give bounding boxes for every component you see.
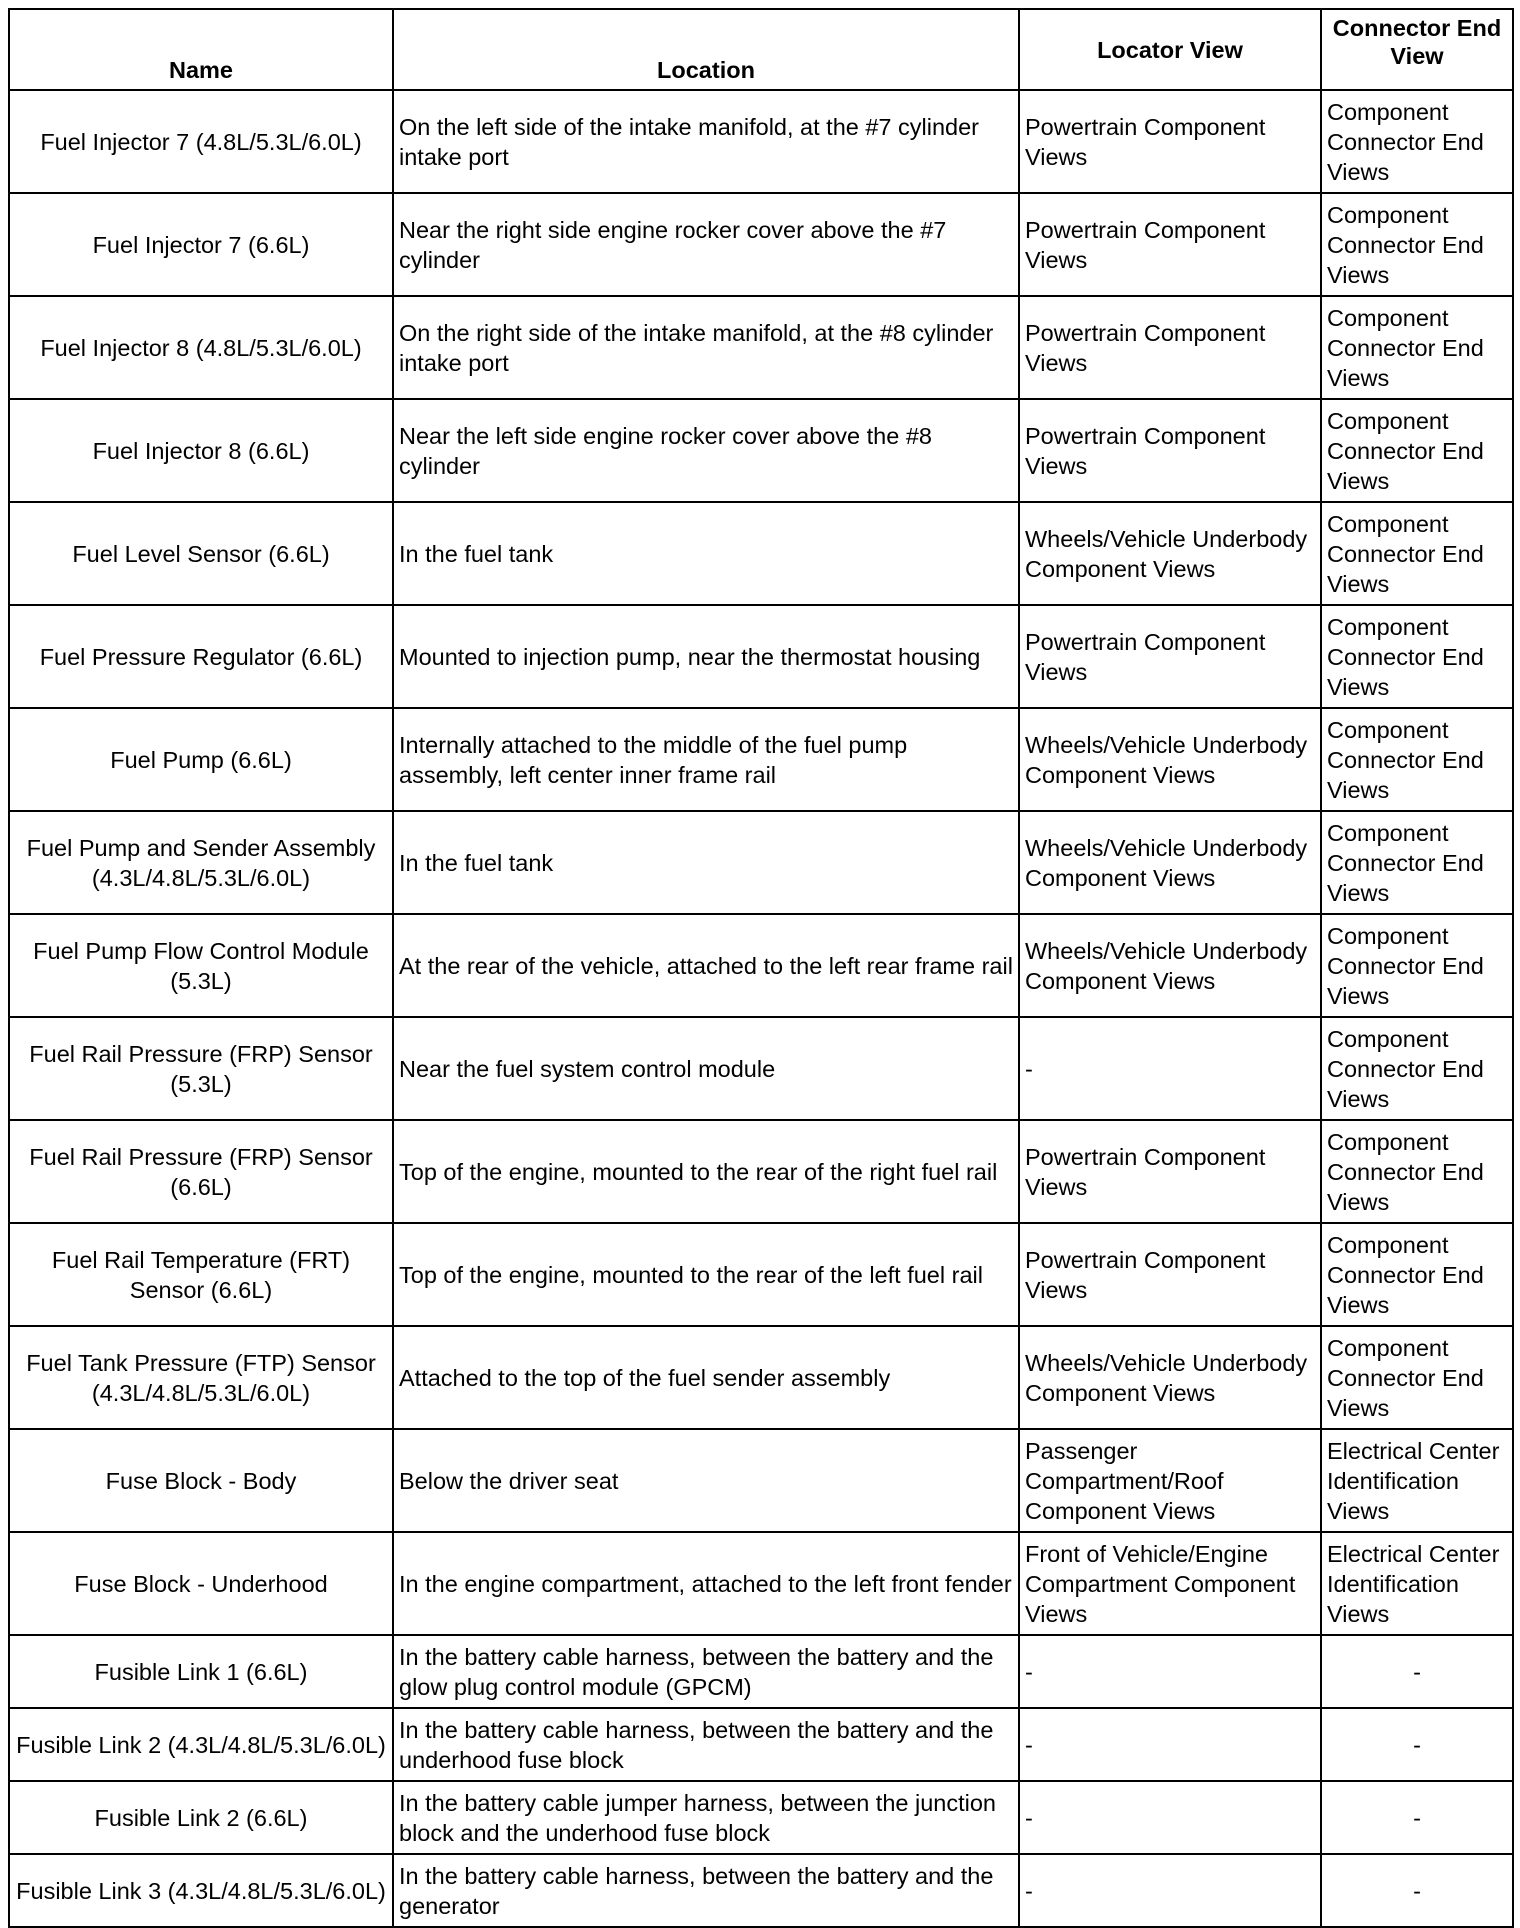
- cell-name: Fuel Pressure Regulator (6.6L): [9, 605, 393, 708]
- table-row: [9, 1854, 1513, 1927]
- cell-name: Fusible Link 1 (6.6L): [9, 1635, 393, 1708]
- cell-locator-view: Wheels/Vehicle Underbody Component Views: [1019, 502, 1321, 605]
- cell-name: Fuse Block - Body: [9, 1429, 393, 1532]
- cell-locator-view: -: [1019, 1635, 1321, 1708]
- cell-location: In the fuel tank: [393, 502, 1019, 605]
- cell-locator-view: Powertrain Component Views: [1019, 1120, 1321, 1223]
- cell-locator-view: Powertrain Component Views: [1019, 605, 1321, 708]
- cell-location: Internally attached to the middle of the fuel pump assembly, left center inner frame rail: [393, 708, 1019, 811]
- cell-name: Fuel Pump Flow Control Module (5.3L): [9, 914, 393, 1017]
- component-location-table: [8, 8, 1514, 1928]
- cell-location: In the battery cable harness, between the battery and the generator: [393, 1854, 1019, 1927]
- cell-connector-end-view: -: [1321, 1854, 1513, 1927]
- table-row: [9, 1532, 1513, 1635]
- cell-locator-view: -: [1019, 1708, 1321, 1781]
- cell-locator-view: Wheels/Vehicle Underbody Component Views: [1019, 811, 1321, 914]
- cell-connector-end-view: Component Connector End Views: [1321, 90, 1513, 193]
- cell-connector-end-view: -: [1321, 1781, 1513, 1854]
- cell-connector-end-view: Component Connector End Views: [1321, 399, 1513, 502]
- table-row: [9, 1708, 1513, 1781]
- table-row: [9, 90, 1513, 193]
- header-location: Location: [393, 9, 1019, 90]
- cell-name: Fuel Injector 7 (6.6L): [9, 193, 393, 296]
- header-locator-view: Locator View: [1019, 9, 1321, 90]
- table-header: [9, 9, 1513, 90]
- table-row: [9, 1223, 1513, 1326]
- cell-connector-end-view: -: [1321, 1708, 1513, 1781]
- table-row: [9, 605, 1513, 708]
- cell-connector-end-view: Component Connector End Views: [1321, 914, 1513, 1017]
- cell-connector-end-view: Component Connector End Views: [1321, 811, 1513, 914]
- header-connector-end-view: Connector End View: [1321, 9, 1513, 90]
- cell-location: In the battery cable harness, between the battery and the glow plug control module (GPCM): [393, 1635, 1019, 1708]
- cell-locator-view: Powertrain Component Views: [1019, 193, 1321, 296]
- cell-location: Top of the engine, mounted to the rear of the right fuel rail: [393, 1120, 1019, 1223]
- cell-location: Mounted to injection pump, near the thermostat housing: [393, 605, 1019, 708]
- cell-location: On the left side of the intake manifold, at the #7 cylinder intake port: [393, 90, 1019, 193]
- table-body: [9, 90, 1513, 1927]
- cell-connector-end-view: Component Connector End Views: [1321, 1017, 1513, 1120]
- cell-connector-end-view: Component Connector End Views: [1321, 193, 1513, 296]
- header-name: Name: [9, 9, 393, 90]
- cell-connector-end-view: Component Connector End Views: [1321, 502, 1513, 605]
- cell-location: In the fuel tank: [393, 811, 1019, 914]
- cell-location: At the rear of the vehicle, attached to the left rear frame rail: [393, 914, 1019, 1017]
- table-row: [9, 296, 1513, 399]
- cell-name: Fuel Pump (6.6L): [9, 708, 393, 811]
- cell-connector-end-view: Component Connector End Views: [1321, 1120, 1513, 1223]
- table-row: [9, 1429, 1513, 1532]
- cell-location: In the engine compartment, attached to the left front fender: [393, 1532, 1019, 1635]
- table-row: [9, 502, 1513, 605]
- cell-location: Near the fuel system control module: [393, 1017, 1019, 1120]
- cell-location: Top of the engine, mounted to the rear of the left fuel rail: [393, 1223, 1019, 1326]
- table-row: [9, 914, 1513, 1017]
- cell-connector-end-view: Electrical Center Identification Views: [1321, 1429, 1513, 1532]
- cell-locator-view: Front of Vehicle/Engine Compartment Component Views: [1019, 1532, 1321, 1635]
- table-row: [9, 399, 1513, 502]
- cell-name: Fuel Level Sensor (6.6L): [9, 502, 393, 605]
- cell-locator-view: Wheels/Vehicle Underbody Component Views: [1019, 708, 1321, 811]
- cell-name: Fuel Injector 8 (6.6L): [9, 399, 393, 502]
- cell-locator-view: Powertrain Component Views: [1019, 90, 1321, 193]
- table-row: [9, 193, 1513, 296]
- cell-connector-end-view: Component Connector End Views: [1321, 296, 1513, 399]
- table-row: [9, 708, 1513, 811]
- cell-locator-view: -: [1019, 1781, 1321, 1854]
- cell-locator-view: -: [1019, 1017, 1321, 1120]
- cell-name: Fuel Injector 8 (4.8L/5.3L/6.0L): [9, 296, 393, 399]
- cell-name: Fuel Rail Pressure (FRP) Sensor (5.3L): [9, 1017, 393, 1120]
- cell-connector-end-view: Component Connector End Views: [1321, 708, 1513, 811]
- cell-locator-view: Powertrain Component Views: [1019, 296, 1321, 399]
- table-row: [9, 1781, 1513, 1854]
- cell-locator-view: Passenger Compartment/Roof Component Views: [1019, 1429, 1321, 1532]
- table-row: [9, 1326, 1513, 1429]
- table-row: [9, 1017, 1513, 1120]
- cell-location: Attached to the top of the fuel sender assembly: [393, 1326, 1019, 1429]
- cell-name: Fuel Rail Temperature (FRT) Sensor (6.6L): [9, 1223, 393, 1326]
- header-row: [9, 9, 1513, 90]
- cell-location: Near the right side engine rocker cover above the #7 cylinder: [393, 193, 1019, 296]
- cell-name: Fuel Tank Pressure (FTP) Sensor (4.3L/4.8L/5.3L/6.0L): [9, 1326, 393, 1429]
- cell-name: Fuel Rail Pressure (FRP) Sensor (6.6L): [9, 1120, 393, 1223]
- cell-location: In the battery cable harness, between the battery and the underhood fuse block: [393, 1708, 1019, 1781]
- cell-locator-view: Powertrain Component Views: [1019, 1223, 1321, 1326]
- table-row: [9, 1120, 1513, 1223]
- cell-location: On the right side of the intake manifold, at the #8 cylinder intake port: [393, 296, 1019, 399]
- cell-connector-end-view: Component Connector End Views: [1321, 1326, 1513, 1429]
- cell-connector-end-view: Electrical Center Identification Views: [1321, 1532, 1513, 1635]
- cell-name: Fuel Injector 7 (4.8L/5.3L/6.0L): [9, 90, 393, 193]
- cell-name: Fusible Link 2 (4.3L/4.8L/5.3L/6.0L): [9, 1708, 393, 1781]
- cell-location: Below the driver seat: [393, 1429, 1019, 1532]
- table-row: [9, 1635, 1513, 1708]
- cell-name: Fuel Pump and Sender Assembly (4.3L/4.8L/5.3L/6.0L): [9, 811, 393, 914]
- cell-connector-end-view: Component Connector End Views: [1321, 605, 1513, 708]
- cell-locator-view: Powertrain Component Views: [1019, 399, 1321, 502]
- cell-name: Fuse Block - Underhood: [9, 1532, 393, 1635]
- table-row: [9, 811, 1513, 914]
- cell-name: Fusible Link 2 (6.6L): [9, 1781, 393, 1854]
- cell-locator-view: Wheels/Vehicle Underbody Component Views: [1019, 1326, 1321, 1429]
- cell-locator-view: -: [1019, 1854, 1321, 1927]
- cell-name: Fusible Link 3 (4.3L/4.8L/5.3L/6.0L): [9, 1854, 393, 1927]
- cell-location: Near the left side engine rocker cover above the #8 cylinder: [393, 399, 1019, 502]
- cell-location: In the battery cable jumper harness, between the junction block and the underhood fuse block: [393, 1781, 1019, 1854]
- cell-connector-end-view: -: [1321, 1635, 1513, 1708]
- cell-connector-end-view: Component Connector End Views: [1321, 1223, 1513, 1326]
- cell-locator-view: Wheels/Vehicle Underbody Component Views: [1019, 914, 1321, 1017]
